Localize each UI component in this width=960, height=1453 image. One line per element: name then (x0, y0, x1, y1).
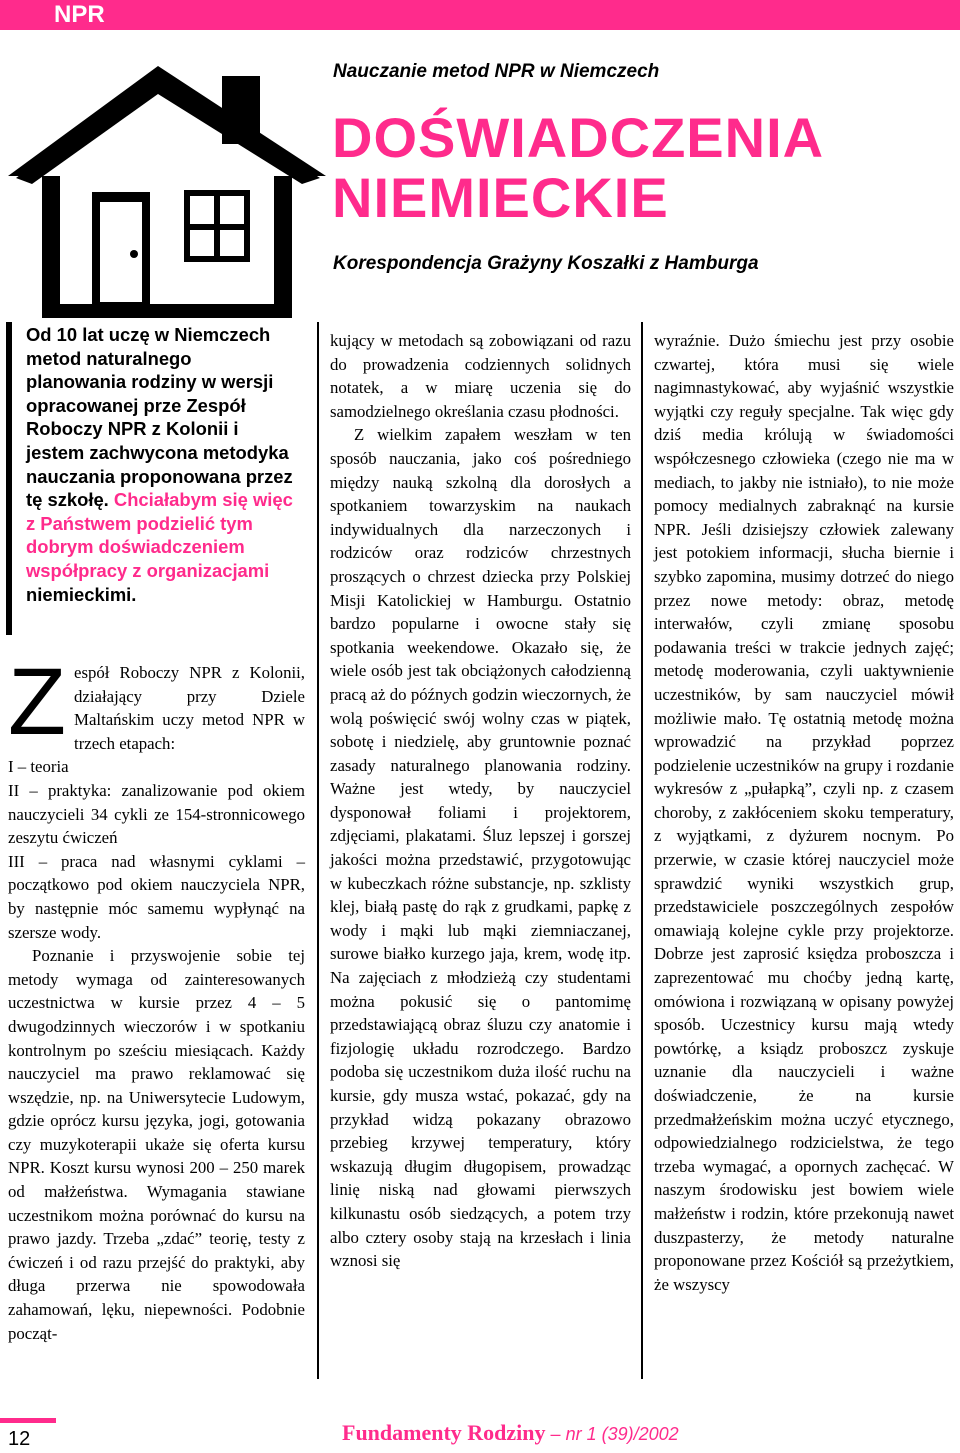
page-number-bar (0, 1418, 56, 1423)
body-column-3 (654, 329, 954, 1296)
body-column-1 (8, 649, 305, 1345)
continued-paragraph: kujący w metodach są zobowiązani od razu do prowadzenia codziennych solidnych notatek, a w miarę uczenia się do samodzielnego określania czasu płodności. (330, 331, 631, 421)
chimney-icon (222, 76, 260, 144)
footer-dash: – (545, 1424, 566, 1444)
lead-text: Od 10 lat uczę w Niemczech metod naturalnego planowania rodziny w wersji opracowanej prze Zespół Roboczy NPR z Kolonii i jestem zachwycona metodyka nauczania proponowana przez tę szkołę. (26, 324, 293, 511)
stage-item-3: III – praca nad własnymi cyklami – początkowo pod okiem nauczyciela NPR, by następnie móc samemu wypłynąć na szersze wody. (8, 851, 305, 942)
body-column-2 (330, 329, 631, 1273)
section-label: NPR (54, 1, 105, 28)
lead-rule (6, 322, 12, 635)
intro-text: espół Roboczy NPR z Kolonii, działający przy Dziele Maltańskim uczy metod NPR w trzech etapach: (74, 663, 305, 753)
column-divider-2 (641, 322, 643, 1379)
page-number: 12 (8, 1428, 31, 1450)
article-byline: Korespondencja Grażyny Koszałki z Hamburga (333, 253, 759, 274)
stage-item-2: II – praktyka: zanalizowanie pod okiem nauczycieli 34 cykli ze 154-stronnicowego zeszytu ćwiczeń (8, 780, 305, 848)
article-headline (332, 108, 824, 228)
continued-paragraph: wyraźnie. Dużo śmiechu jest przy osobie czwartej, która musi się wiele nagimnastykować, aby wyjaśnić wszystkie wyjątki czy reguły specjalne. Tak więc gdy dziś media królują w świadomości współczesnego człowieka (czego nie ma w mediach, to jakby nie istniało), to nie może pomocy medialnych zabraknąć na kursie NPR. Jeśli dzisiejszy człowiek zalewany jest potokiem informacji, słucha biernie i szybko zapomina, musimy dotrzeć do niego przez nowe metody: obraz, metodę interwałów, czyli zmianę sposobu podawania treści w trakcie jednych zajęć; metodę moderowania, czyli uaktywnienie uczestników, by sam nauczyciel mówił możliwie mało. Tę ostatnią metodę można wprowadzić na przykład poprzez podzielenie uczestników na grupy i rozdanie wykresów z „pułapką”, czyli np. z czasem choroby, z zakłóceniem skoku temperatury, z wyjątkami, z dyżurem nocnym. Po przerwie, w czasie której nauczyciel może sprawdzić wyniki wszystkich grup, przedstawiciele poszczególnych zespołów omawiają kolejne cykle przy projektorze. Dobrze jest zaprosić księdza proboszcza i zaprezentować mu choćby jedną kartę, omówiona i rozwiązaną w opisany powyżej sposób. Uczestnicy kursu mają wtedy powtórkę, a ksiądz proboszcz zyskuje uznanie dla nauczycieli i ważne doświadczenie, że na kursie przedmałżeńskim można uczyć etycznego, odpowiedzialnego rodzicielstwa, że tego trzeba wymagać, a opornych zachęcać. W naszym środowisku jest bowiem wiele małżeństw i rodzin, które przekonują nawet duszpasterzy, że metody naturalne proponowane przez Kościół są przeżytkiem, że wszyscy (654, 331, 954, 1294)
lead-paragraph (26, 323, 296, 606)
door-knob-icon (130, 250, 138, 258)
section-bar (0, 0, 960, 30)
headline-line-2: NIEMIECKIE (332, 166, 669, 229)
column-divider-1 (317, 322, 319, 1379)
footer-journal (342, 1420, 679, 1446)
headline-line-1: DOŚWIADCZENIA (332, 106, 825, 169)
intro-paragraph (8, 649, 305, 755)
issue-number: nr 1 (39)/2002 (565, 1424, 679, 1444)
stage-item-1: I – teoria (8, 757, 69, 777)
house-illustration (8, 58, 328, 318)
body-paragraph: Z wielkim zapałem weszłam w ten sposób nauczania, jako coś pośredniego między nauką szkolną dla dorosłych a spotkaniem towarzyskim na naukach indywidualnych dla narzeczonych i rodziców oraz rodziców chrzestnych proszących o chrzest dziecka przy Polskiej Misji Katolickiej w Hamburgu. Ostatnio bardzo popularne i owocne stały się spotkania weekendowe. Okazało się, że wiele osób jest tak obciążonych całodzienną pracą aż do późnych godzin wieczornych, że wolą poświęcić swój wolny czas w piątek, sobotę i niedzielę, aby gruntownie poznać zasady naturalnego planowania rodziny. Ważne jest wtedy, by nauczyciel dysponował foliami i projektorem, zdjęciami, plakatami. Śluz lepszej i gorszej jakości można przedstawić, przygotowując w kubeczkach różne substancje, np. szklisty klej, białą pastę do rąk z grudkami, papkę z wody i mąki lub mąki ziemniaczanej, surowe białko kurzego jaja, krem, wodę itp. Na zajęciach z młodzieżą czy studentami można pokusić się o pantomimę przedstawiającą obraz śluzu czy anatomie i fizjologię układu rozrodczego. Bardzo podoba się uczestnikom duża ilość ruchu na kursie, gdy musza wstać, pokazać, gdy na przykład widzą pokazany obrazowo przebieg krzywej temperatury, który wskazują długim długopisem, prowadząc linię niską nad głowami pierwszych kilkunastu osób siedzących, a potem trzy albo cztery osoby stają na krzesłach i linia wznosi się (330, 425, 631, 1271)
drop-cap: Z (8, 649, 67, 755)
magazine-name: Fundamenty Rodziny (342, 1420, 546, 1445)
lead-highlight: Chciałabym się więc z Państwem podzielić tym dobrym doświadczeniem współpracy z organizacjami (26, 489, 293, 581)
body-paragraph: Poznanie i przyswojenie sobie tej metody wymaga od zainteresowanych uczestnictwa w kursie przez 4 – 5 dwugodzinnych wieczorów i w spotkaniu kontrolnym po sześciu miesiącach. Każdy nauczyciel ma prawo reklamować się wszędzie, np. na Uniwersytecie Ludowym, gdzie oprócz kursu języka, jogi, gotowania czy muzykoterapii ukaże się oferta kursu NPR. Koszt kursu wynosi 200 – 250 marek od małżeństwa. Wymagania stawiane uczestnikom można porównać do kursu na prawo jazdy. Trzeba „zdać” teorię, testy z ćwiczeń i od razu przejść do praktyki, aby długa przerwa nie spowodowała zahamowań, lęku, niepewności. Podobnie począt- (8, 946, 305, 1343)
lead-text-end: niemieckimi. (26, 583, 137, 605)
article-kicker: Nauczanie metod NPR w Niemczech (333, 61, 660, 82)
